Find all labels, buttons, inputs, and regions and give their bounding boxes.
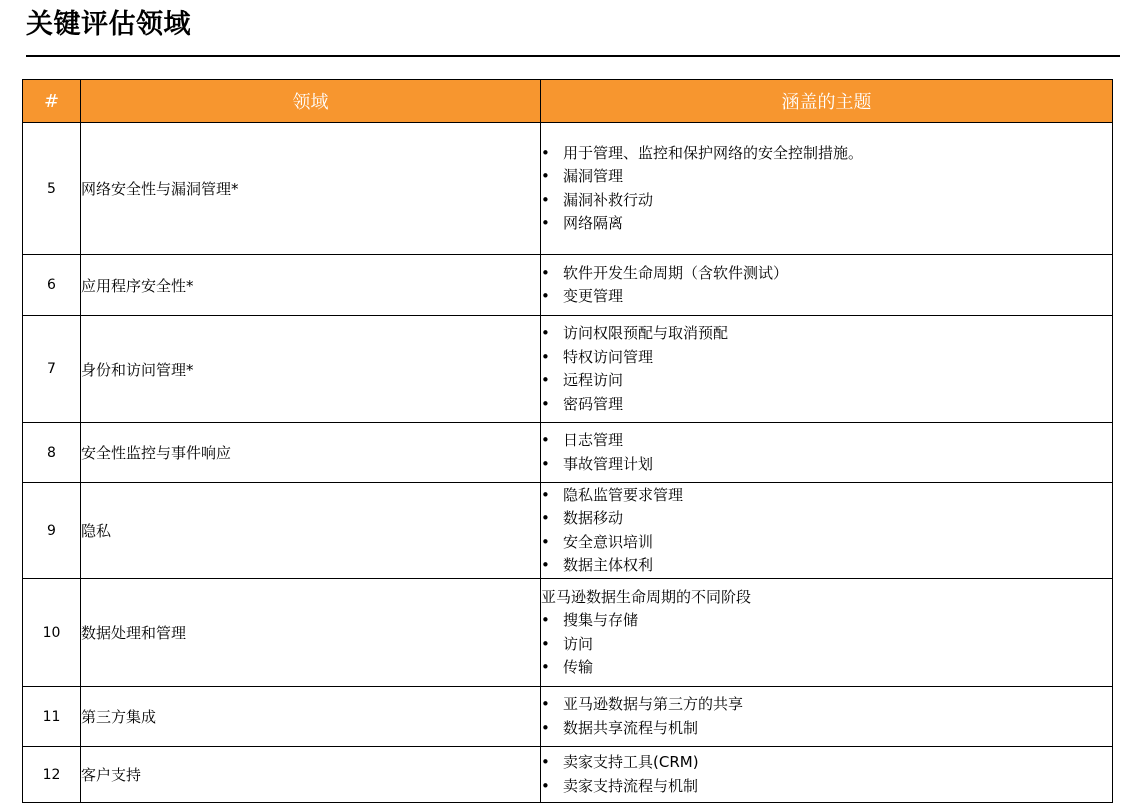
domain-name: 数据处理和管理 [81,579,541,687]
column-header-topics: 涵盖的主题 [541,80,1113,123]
topics-cell [541,579,1113,687]
topics-cell [541,423,1113,483]
topics-cell [541,687,1113,747]
column-header-domain: 领域 [81,80,541,123]
topics-intro: 亚马逊数据生命周期的不同阶段 [541,588,752,607]
topic-item: • 卖家支持流程与机制 [541,775,1112,799]
row-number: 5 [23,123,81,255]
topic-item: • 隐私监管要求管理 [541,484,1112,508]
topics-list [541,751,1112,798]
topics-cell [541,747,1113,803]
topic-item: • 日志管理 [541,429,1112,453]
topic-item: • 访问 [541,633,1112,657]
topic-item: • 事故管理计划 [541,453,1112,477]
table-row [23,579,1113,687]
domain-name: 身份和访问管理* [81,316,541,423]
table-row [23,255,1113,316]
table-row [23,747,1113,803]
topic-item: • 数据移动 [541,507,1112,531]
topic-item: • 安全意识培训 [541,531,1112,555]
topic-item: • 访问权限预配与取消预配 [541,322,1112,346]
domain-name: 第三方集成 [81,687,541,747]
topics-list [541,322,1112,416]
topics-list [541,429,1112,476]
topic-item: • 漏洞补救行动 [541,189,1112,213]
topics-cell [541,483,1113,579]
topic-item: • 用于管理、监控和保护网络的安全控制措施。 [541,142,1112,166]
table-row [23,687,1113,747]
topics-list [541,262,1112,309]
domain-name: 隐私 [81,483,541,579]
topics-cell [541,316,1113,423]
table-row [23,423,1113,483]
row-number: 12 [23,747,81,803]
row-number: 10 [23,579,81,687]
topic-item: • 网络隔离 [541,212,1112,236]
table-row [23,483,1113,579]
table-row [23,123,1113,255]
topic-item: • 特权访问管理 [541,346,1112,370]
topic-item: • 数据共享流程与机制 [541,717,1112,741]
topics-list [541,609,1112,680]
title-divider [26,55,1120,57]
row-number: 8 [23,423,81,483]
topic-item: • 远程访问 [541,369,1112,393]
table-header-row [23,80,1113,123]
domain-name: 网络安全性与漏洞管理* [81,123,541,255]
row-number: 11 [23,687,81,747]
topic-item: • 卖家支持工具(CRM) [541,751,1112,775]
topic-item: • 软件开发生命周期（含软件测试） [541,262,1112,286]
topics-cell [541,255,1113,316]
topics-cell [541,123,1113,255]
topic-item: • 搜集与存储 [541,609,1112,633]
topic-item: • 密码管理 [541,393,1112,417]
table-row [23,316,1113,423]
domain-name: 客户支持 [81,747,541,803]
row-number: 7 [23,316,81,423]
column-header-number: # [23,80,81,123]
topic-item: • 数据主体权利 [541,554,1112,578]
topics-list [541,142,1112,236]
topic-item: • 传输 [541,656,1112,680]
topics-list [541,484,1112,578]
topic-item: • 漏洞管理 [541,165,1112,189]
topic-item: • 变更管理 [541,285,1112,309]
domain-name: 安全性监控与事件响应 [81,423,541,483]
assessment-domains-table [22,79,1113,803]
topic-item: • 亚马逊数据与第三方的共享 [541,693,1112,717]
topics-list [541,693,1112,740]
domain-name: 应用程序安全性* [81,255,541,316]
page-title: 关键评估领域 [26,9,191,40]
row-number: 6 [23,255,81,316]
row-number: 9 [23,483,81,579]
